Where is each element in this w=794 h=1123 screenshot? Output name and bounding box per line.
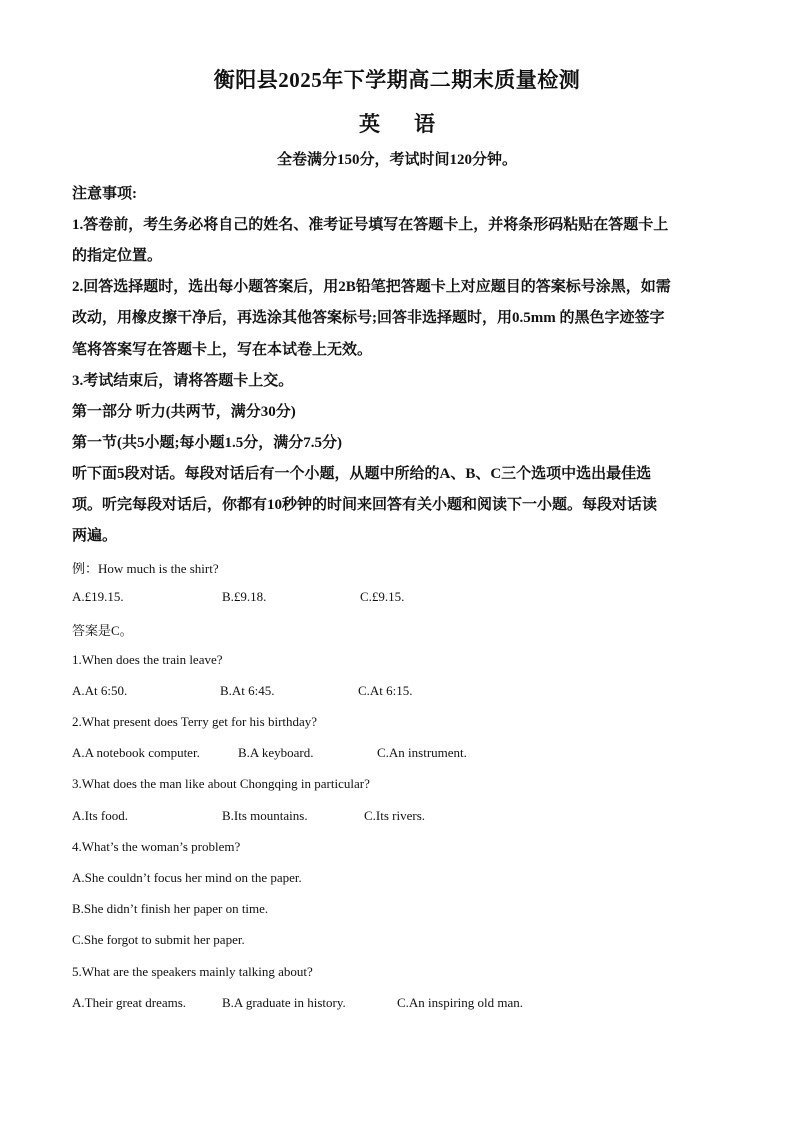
question-2: 2.What present does Terry get for his birthday? (72, 714, 318, 729)
question-4-option-c: C.She forgot to submit her paper. (72, 932, 245, 947)
question-1: 1.When does the train leave? (72, 652, 223, 667)
question-3-option-b: B.Its mountains. (222, 808, 308, 823)
note-item-3: 3.考试结束后，请将答题卡上交。 (72, 373, 294, 389)
question-1-option-c: C.At 6:15. (358, 683, 413, 698)
example-answer: 答案是C。 (72, 623, 133, 638)
section1-heading: 第一节(共5小题;每小题1.5分，满分7.5分) (72, 435, 342, 451)
instruction-line-3: 两遍。 (72, 528, 118, 544)
subject-title: 英语 (359, 112, 469, 136)
instruction-line-2: 项。听完每段对话后，你都有10秒钟的时间来回答有关小题和阅读下一小题。每段对话读 (72, 497, 658, 513)
question-5-option-a: A.Their great dreams. (72, 995, 187, 1010)
question-4-option-b: B.She didn’t finish her paper on time. (72, 901, 269, 916)
question-4-option-a: A.She couldn’t focus her mind on the paper. (72, 870, 302, 885)
question-3-option-c: C.Its rivers. (364, 808, 426, 823)
exam-title: 衡阳县2025年下学期高二期末质量检测 (213, 68, 581, 92)
full-mark-note: 全卷满分150分，考试时间120分钟。 (276, 152, 517, 168)
question-2-option-c: C.An instrument. (377, 745, 467, 760)
question-2-option-a: A.A notebook computer. (72, 745, 200, 760)
question-5-option-c: C.An inspiring old man. (397, 995, 524, 1010)
question-4: 4.What’s the woman’s problem? (72, 839, 241, 854)
question-5-option-b: B.A graduate in history. (222, 995, 346, 1010)
example-question: 例：How much is the shirt? (72, 561, 219, 576)
question-5: 5.What are the speakers mainly talking about? (72, 964, 313, 979)
note-item-2-line-2: 改动，用橡皮擦干净后，再选涂其他答案标号;回答非选择题时，用0.5mm 的黑色字迹签字 (72, 310, 665, 326)
note-item-2-line-3: 笔将答案写在答题卡上，写在本试卷上无效。 (72, 342, 373, 358)
note-item-2-line-1: 2.回答选择题时，选出每小题答案后，用2B铅笔把答题卡上对应题目的答案标号涂黑，如需 (72, 279, 671, 295)
note-item-1-line-2: 的指定位置。 (72, 248, 163, 264)
question-3: 3.What does the man like about Chongqing in particular? (72, 776, 370, 791)
example-option-b: B.£9.18. (222, 589, 267, 604)
question-2-option-b: B.A keyboard. (238, 745, 314, 760)
question-3-option-a: A.Its food. (72, 808, 128, 823)
question-1-option-b: B.At 6:45. (220, 683, 275, 698)
note-item-1-line-1: 1.答卷前，考生务必将自己的姓名、准考证号填写在答题卡上，并将条形码粘贴在答题卡上 (72, 217, 669, 233)
example-option-a: A.£19.15. (72, 589, 124, 604)
notes-heading: 注意事项: (72, 186, 137, 202)
example-option-c: C.£9.15. (360, 589, 405, 604)
part1-heading: 第一部分 听力(共两节，满分30分) (72, 404, 296, 420)
question-1-option-a: A.At 6:50. (72, 683, 128, 698)
instruction-line-1: 听下面5段对话。每段对话后有一个小题，从题中所给的A、B、C三个选项中选出最佳选 (72, 466, 652, 482)
